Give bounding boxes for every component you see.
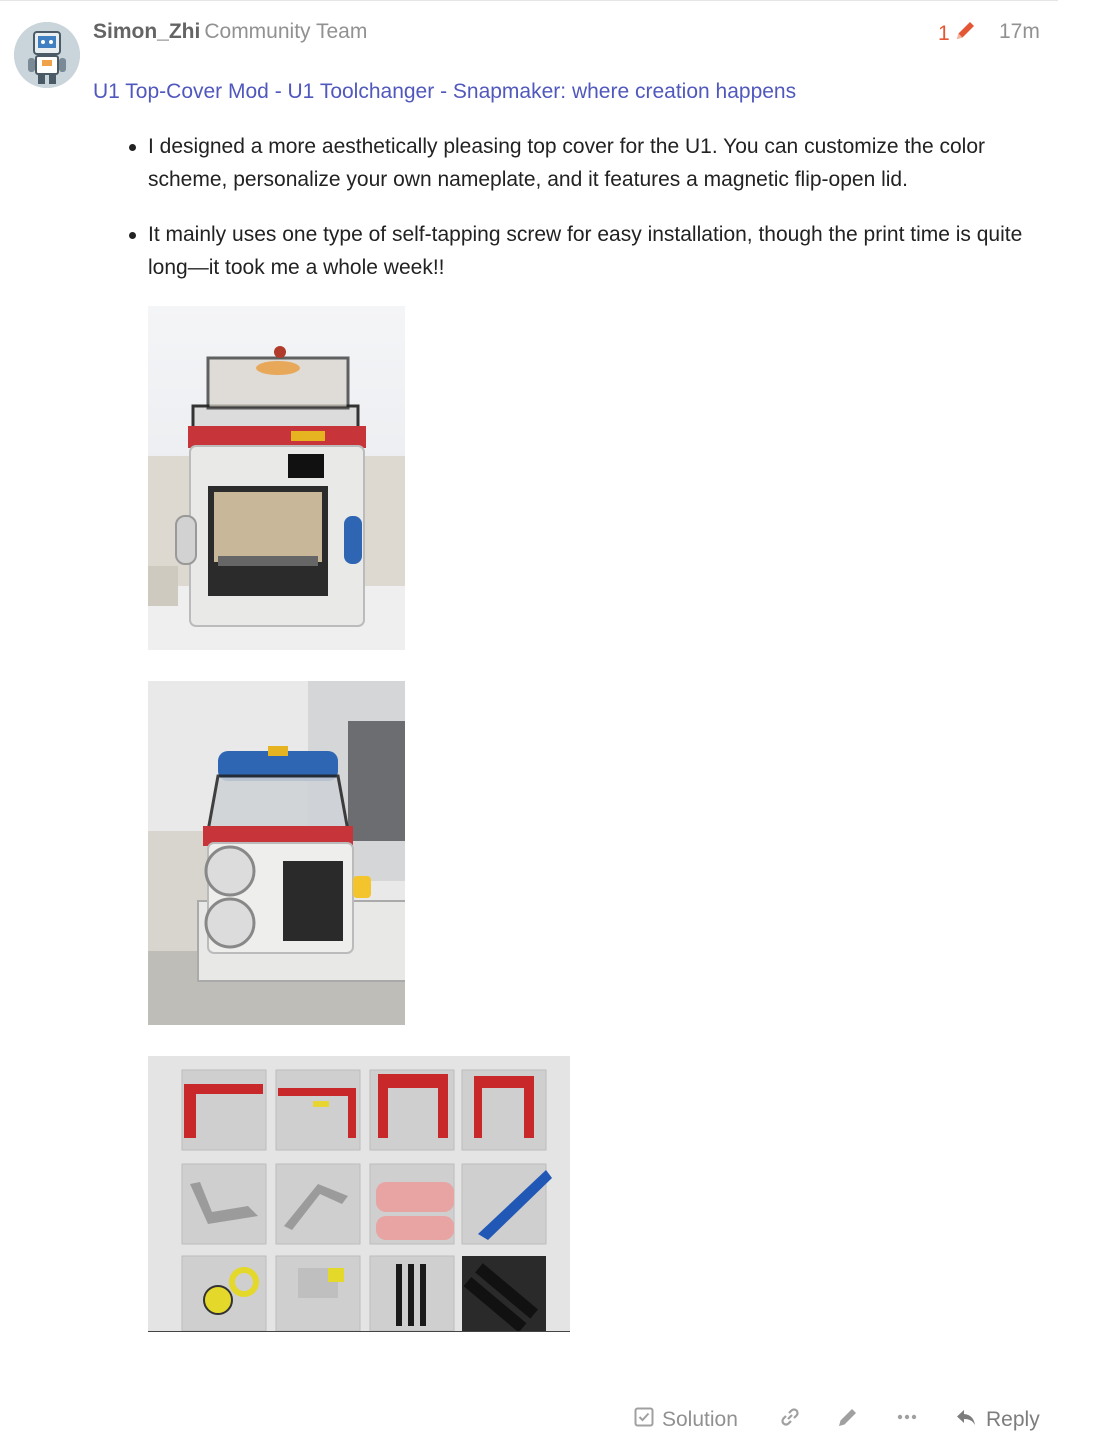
print-plates-grid[interactable] (148, 1056, 570, 1332)
avatar[interactable] (14, 22, 80, 88)
post-age[interactable]: 17m (999, 20, 1040, 43)
post-divider (0, 0, 1058, 1)
list-item: I designed a more aesthetically pleasing top cover for the U1. You can customize the color scheme, personalize your own nameplate, and it features a magnetic flip-open lid. (148, 130, 1048, 196)
post-actions (0, 1402, 1111, 1438)
printer-photo-room[interactable] (148, 681, 405, 1025)
edit-count: 1 (938, 22, 950, 45)
pencil-icon (836, 1405, 860, 1435)
printer-photo-front[interactable] (148, 306, 405, 650)
checkbox-icon (634, 1407, 654, 1433)
copy-link-button[interactable] (778, 1402, 802, 1438)
solution-label: Solution (662, 1408, 738, 1431)
edit-history-button[interactable] (938, 18, 978, 50)
onebox-link[interactable]: U1 Top-Cover Mod - U1 Toolchanger - Snapmaker: where creation happens (93, 80, 797, 103)
reply-label: Reply (986, 1408, 1040, 1431)
user-title: Community Team (204, 20, 368, 43)
reply-icon (954, 1405, 978, 1435)
pencil-edit-icon (954, 18, 978, 50)
edit-post-button[interactable] (836, 1402, 860, 1438)
more-icon (896, 1406, 918, 1434)
solution-button[interactable] (634, 1402, 738, 1438)
username-link[interactable]: Simon_Zhi (93, 20, 201, 43)
link-icon (778, 1405, 802, 1435)
more-actions-button[interactable] (896, 1402, 918, 1438)
post-bullets (148, 130, 1048, 306)
list-item: It mainly uses one type of self-tapping screw for easy installation, though the print time is quite long—it took me a whole week!! (148, 218, 1048, 284)
reply-button[interactable] (954, 1402, 1040, 1438)
post-meta (93, 18, 367, 46)
